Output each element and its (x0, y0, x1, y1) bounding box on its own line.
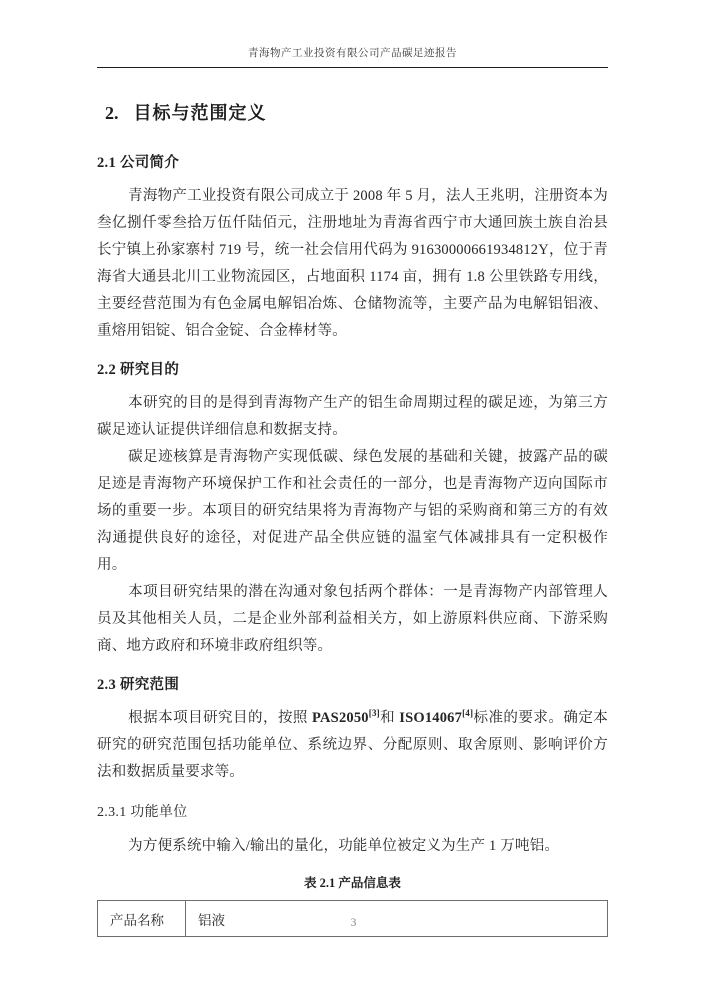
page-number: 3 (350, 917, 357, 929)
scope-text-3: 标准的要求。确定本研究的研究范围包括功能单位、系统边界、分配原则、取舍原则、影响评价方法和数据质量要求等。 (97, 710, 608, 780)
page-content (97, 45, 608, 937)
functional-unit-paragraph: 为方便系统中输入/输出的量化，功能单位被定义为生产 1 万吨铝。 (128, 838, 560, 854)
product-name-value: 铝液 (186, 901, 608, 937)
product-name-label: 产品名称 (98, 901, 186, 937)
citation-3: [3] (368, 708, 380, 719)
section-heading-company-intro: 2.1 公司简介 (97, 155, 180, 171)
research-scope-paragraph (97, 705, 608, 786)
running-header-title: 青海物产工业投资有限公司产品碳足迹报告 (248, 48, 457, 59)
company-intro-paragraph: 青海物产工业投资有限公司成立于 2008 年 5 月，法人王兆明，注册资本为叁亿捌仟零叁拾万伍仟陆佰元，注册地址为青海省西宁市大通回族土族自治县长宁镇上孙家寨村 719 号，统一社会信用代码为 91630000661934812Y，位于青海省大通县北川工业物流园区，占地面积 1174 亩，拥有 1.8 公里铁路专用线，主要经营范围为有色金属电解铝冶炼、仓储物流等，主要产品为电解铝铝液、重熔用铝锭、铝合金锭、合金棒材等。 (97, 188, 608, 339)
research-purpose-paragraph-2: 碳足迹核算是青海物产实现低碳、绿色发展的基础和关键，披露产品的碳足迹是青海物产环境保护工作和社会责任的一部分，也是青海物产迈向国际市场的重要一步。本项目的研究结果将为青海物产与铝的采购商和第三方的有效沟通提供良好的途径，对促进产品全供应链的温室气体减排具有一定积极作用。 (97, 449, 608, 573)
citation-4: [4] (462, 708, 474, 719)
scope-text-2: 和 (379, 710, 400, 726)
section-heading-research-purpose: 2.2 研究目的 (97, 362, 180, 378)
chapter-title-text: 目标与范围定义 (133, 103, 267, 123)
section-heading-research-scope: 2.3 研究范围 (97, 677, 180, 693)
scope-text-1: 根据本项目研究目的，按照 (128, 710, 313, 726)
chapter-heading (105, 99, 608, 125)
research-purpose-paragraph-3: 本项目研究结果的潜在沟通对象包括两个群体：一是青海物产内部管理人员及其他相关人员，二是企业外部利益相关方，如上游原料供应商、下游采购商、地方政府和环境非政府组织等。 (97, 584, 608, 654)
standard-pas2050: PAS2050 (312, 710, 369, 726)
running-header (97, 45, 608, 68)
chapter-number: 2. (105, 103, 119, 123)
table-caption: 表 2.1 产品信息表 (304, 876, 401, 890)
standard-iso14067: ISO14067 (399, 710, 463, 726)
subsection-heading-functional-unit: 2.3.1 功能单位 (97, 805, 188, 820)
research-purpose-paragraph-1: 本研究的目的是得到青海物产生产的铝生命周期过程的碳足迹，为第三方碳足迹认证提供详细信息和数据支持。 (97, 395, 608, 438)
